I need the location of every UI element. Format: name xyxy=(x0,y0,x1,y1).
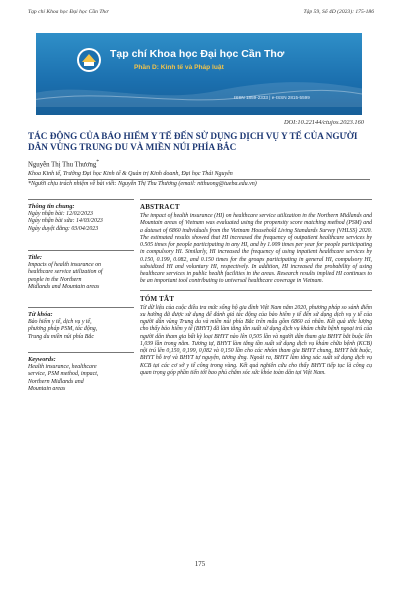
corresponding-author xyxy=(28,181,257,187)
journal-banner xyxy=(36,33,362,115)
vietnamese-keywords-line: phương pháp PSM, tác động, xyxy=(28,326,98,333)
abstract-heading: ABSTRACT xyxy=(140,203,180,211)
divider xyxy=(140,290,372,291)
corresponding-author-text: *Người chịu trách nhiệm về bài viết: Nguyễn Thị Thu Thương (email: ntthuong@tueba.edu.vn) xyxy=(28,181,257,187)
received-date: Ngày nhận bài: 12/02/2023 xyxy=(28,211,93,217)
banner-journal-title: Tạp chí Khoa học Đại học Cần Thơ xyxy=(110,48,285,60)
doi-link[interactable]: DOI:10.22144/ctujos.2023.160 xyxy=(283,119,364,126)
author-name: Nguyễn Thị Thu Thương xyxy=(28,161,97,169)
banner-issn: ISSN 1859-2333 | e-ISSN 2815-5599 xyxy=(234,95,310,100)
english-keywords-line: Northern Midlands and xyxy=(28,378,84,385)
banner-wave-decoration xyxy=(36,77,362,107)
running-header-volume: Tập 59, Số 4D (2023): 175-186 xyxy=(303,9,374,15)
divider xyxy=(28,179,370,180)
english-title-line: Impacts of health insurance on xyxy=(28,262,101,268)
running-header xyxy=(28,6,374,18)
divider xyxy=(28,199,134,200)
tom-tat-text: Từ dữ liệu của cuộc điều tra mức sống hộ gia đình Việt Nam năm 2020, phương pháp so sánh điểm xu hướng đã được sử dụng để đánh giá tác động của bảo hiểm y tế đến sử dụng dịch vụ y tế của người dân vùng Trung du và miền núi phía Bắc trên mẫu gồm 6860 cá nhân. Kết quả ước lượng cho thấy bảo hiểm y tế (BHYT) đã làm tăng tần suất sử dụng dịch vụ khám chữa bệnh ngoại trú của người dân tham gia bất kỳ loại BHYT nào lên 0,505 lần và người dân tham gia BHYT bắt buộc lên 1,039 lần trong năm. Tương tự, BHYT làm tăng tần suất sử dụng dịch vụ khám chữa bệnh (KCB) nội trú lên 0,150, 0,199, 0,082 và 0,150 lần cho các nhóm tham gia BHYT chung, BHYT bắt buộc, BHYT hỗ trợ và BHYT tự nguyện, tương ứng. Ngoài ra, BHYT làm tăng xác suất sử dụng dịch vụ KCB tại các cơ sở y tế công trong vùng. Kết quả nghiên cứu cho thấy BHYT tiếp tục là công cụ quan trọng góp phần tiến tới bao phủ chăm sóc sức khỏe toàn dân tại Việt Nam. xyxy=(140,304,372,376)
tom-tat-heading: TÓM TẮT xyxy=(140,294,175,303)
abstract-column xyxy=(140,199,372,377)
english-title-heading: Title: xyxy=(28,254,42,261)
english-title-line: healthcare service utilization of xyxy=(28,269,103,276)
divider xyxy=(28,352,134,353)
page-number: 175 xyxy=(194,561,206,568)
university-logo-icon xyxy=(76,47,102,73)
revised-date: Ngày nhận bài sửa: 14/03/2023 xyxy=(28,218,103,225)
general-info-block xyxy=(28,199,134,233)
divider xyxy=(140,199,372,200)
english-keywords-block xyxy=(28,352,134,394)
author-line xyxy=(28,159,99,168)
abstract-text: The impact of health insurance (HI) on healthcare service utilization in the Northern Midlands and Mountain areas of Vietnam was evaluated using the propensity score matching method (PSM) and a dataset of 6860 individuals from the Vietnam Household Living Standards Survey (VHLSS) 2020. The estimated results showed that HI increased the frequency of outpatient healthcare services by 0.505 times for people participating in any HI, and by 1.009 times per year for people participating in compulsory HI. Similarly, HI increased the frequency of using inpatient healthcare services by 0.150, 0.199, 0.082, and 0.150 times for the groups participating in general HI, compulsory HI, subsidized HI and voluntary HI, respectively. In addition, HI increased the probability of using healthcare services in public health facilities in the areas. Research results implied HI continues to be an important tool contributing to universal healthcare coverage in Vietnam. xyxy=(140,213,372,285)
divider xyxy=(28,307,134,308)
banner-section-subtitle: Phần D: Kinh tế và Pháp luật xyxy=(134,64,224,71)
running-header-journal: Tạp chí Khoa học Đại học Cần Thơ xyxy=(28,9,109,15)
accepted-date: Ngày duyệt đăng: 03/04/2023 xyxy=(28,225,99,232)
vietnamese-keywords-line: Bảo hiểm y tế, dịch vụ y tế, xyxy=(28,319,92,325)
vietnamese-keywords-heading: Từ khóa: xyxy=(28,311,53,318)
english-keywords-line: service, PSM method, impact, xyxy=(28,371,99,378)
english-keywords-line: Health insurance, healthcare xyxy=(28,364,97,370)
english-keywords-line: Mountain areas xyxy=(28,386,66,393)
author-mark: * xyxy=(96,159,100,165)
general-info-heading: Thông tin chung: xyxy=(28,203,75,210)
vietnamese-keywords-block xyxy=(28,307,134,341)
english-title-block xyxy=(28,250,134,292)
divider xyxy=(28,250,134,251)
english-keywords-heading: Keywords: xyxy=(28,356,56,363)
article-title: TÁC ĐỘNG CỦA BẢO HIỂM Y TẾ ĐẾN SỬ DỤNG DỊCH VỤ Y TẾ CỦA NGƯỜI DÂN VÙNG TRUNG DU VÀ MIỀN NÚI PHÍA BẮC xyxy=(28,131,358,152)
vietnamese-keywords-line: Trung du miền núi phía Bắc xyxy=(28,333,94,340)
english-title-line: Midlands and Mountain areas xyxy=(28,284,100,291)
english-title-line: people in the Northern xyxy=(28,276,82,283)
author-affiliation: Khoa Kinh tế, Trường Đại học Kinh tế & Quản trị Kinh doanh, Đại học Thái Nguyên xyxy=(28,171,233,177)
